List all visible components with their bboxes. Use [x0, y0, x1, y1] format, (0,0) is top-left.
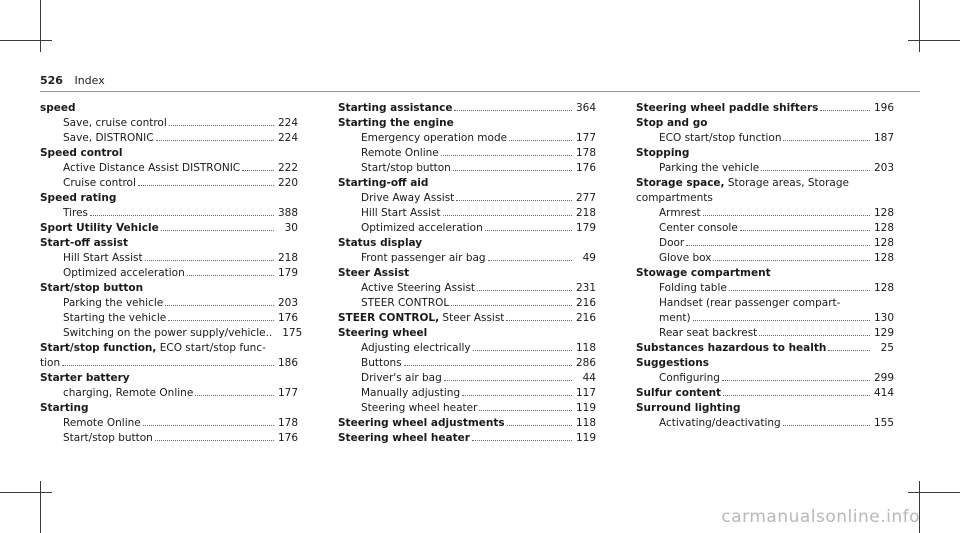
index-heading	[636, 401, 894, 416]
index-entry	[338, 131, 596, 146]
index-heading	[40, 191, 298, 206]
page-reference: 224	[277, 117, 298, 129]
header-rule	[40, 91, 920, 92]
index-entry	[40, 131, 298, 146]
page-reference: 176	[575, 162, 596, 174]
page-reference: 203	[873, 162, 894, 174]
index-entry	[636, 191, 894, 206]
index-term: Stowage compartment	[636, 267, 771, 279]
index-term: Start/stop button	[361, 162, 451, 174]
index-heading	[338, 176, 596, 191]
page-reference: 179	[277, 267, 298, 279]
index-heading	[40, 401, 298, 416]
dot-leader	[729, 290, 870, 291]
index-term: Buttons	[361, 357, 402, 369]
page-reference: 186	[277, 357, 298, 369]
dot-leader	[783, 425, 870, 426]
index-entry	[636, 221, 894, 236]
index-term: Front passenger air bag	[361, 252, 486, 264]
index-entry	[338, 251, 596, 266]
index-term: Steering wheel	[338, 327, 428, 339]
index-entry	[636, 131, 894, 146]
page-reference: 187	[873, 132, 894, 144]
index-entry	[40, 296, 298, 311]
index-term: Substances hazardous to health	[636, 342, 827, 354]
dot-leader	[479, 410, 572, 411]
index-entry	[40, 176, 298, 191]
dot-leader	[156, 140, 274, 141]
index-entry	[40, 356, 298, 371]
index-term: Steering wheel paddle shifters	[636, 102, 819, 114]
dot-leader	[143, 425, 274, 426]
index-entry	[338, 281, 596, 296]
index-entry	[636, 326, 894, 341]
index-term: ECO start/stop function	[659, 132, 782, 144]
dot-leader	[453, 170, 572, 171]
section-title: Index	[74, 74, 105, 87]
page-reference: 155	[873, 417, 894, 429]
page-reference: 277	[575, 192, 596, 204]
index-entry	[636, 206, 894, 221]
page-reference: 25	[880, 342, 894, 354]
index-term: Starting the engine	[338, 117, 454, 129]
index-term: Save, DISTRONIC	[63, 132, 154, 144]
page-reference: 218	[575, 207, 596, 219]
dot-leader	[441, 155, 572, 156]
index-term: Start/stop button	[40, 282, 144, 294]
dot-leader	[145, 260, 274, 261]
index-entry	[338, 161, 596, 176]
dot-leader	[722, 380, 870, 381]
index-term: ment)	[659, 312, 691, 324]
index-term: Drive Away Assist	[361, 192, 455, 204]
dot-leader	[473, 350, 572, 351]
index-cross-reference: Steer Assist	[439, 312, 505, 324]
dot-leader	[462, 395, 572, 396]
page-reference: 203	[277, 297, 298, 309]
index-term: Active Distance Assist DISTRONIC	[63, 162, 241, 174]
index-term: Surround lighting	[636, 402, 741, 414]
index-entry	[338, 296, 596, 311]
dot-leader	[195, 395, 274, 396]
index-heading	[40, 146, 298, 161]
page-reference: 119	[575, 432, 596, 444]
index-term: Adjusting electrically	[361, 342, 471, 354]
index-term: Status display	[338, 237, 423, 249]
dot-leader	[165, 305, 274, 306]
page-reference: 128	[873, 252, 894, 264]
index-entry	[40, 251, 298, 266]
page-reference: 177	[277, 387, 298, 399]
index-heading	[40, 236, 298, 251]
index-term: Optimized acceleration	[361, 222, 483, 234]
dot-leader	[138, 185, 274, 186]
dot-leader	[488, 260, 572, 261]
page-reference: 119	[575, 402, 596, 414]
page-reference: 299	[873, 372, 894, 384]
index-term: Speed control	[40, 147, 123, 159]
dot-leader	[477, 290, 572, 291]
dot-leader	[242, 170, 274, 171]
index-column-3	[636, 101, 894, 431]
dot-leader	[506, 320, 572, 321]
index-term: Hill Start Assist	[63, 252, 143, 264]
index-term: Steering wheel heater	[361, 402, 478, 414]
index-entry	[40, 311, 298, 326]
index-term: compartments	[636, 192, 713, 204]
index-heading	[636, 266, 894, 281]
index-heading	[338, 431, 596, 446]
index-term: Optimized acceleration	[63, 267, 185, 279]
index-cross-reference: ECO start/stop func-	[156, 342, 266, 354]
index-column-1	[40, 101, 303, 446]
dot-leader	[686, 245, 870, 246]
index-term: Glove box	[659, 252, 712, 264]
page-reference: 218	[277, 252, 298, 264]
index-term: Steer Assist	[338, 267, 410, 279]
index-term: Stop and go	[636, 117, 708, 129]
page-reference: 222	[277, 162, 298, 174]
dot-leader	[713, 260, 870, 261]
index-term: Center console	[659, 222, 738, 234]
dot-leader	[169, 125, 274, 126]
index-heading	[40, 341, 298, 356]
crop-mark	[0, 40, 52, 41]
index-term: Remote Online	[63, 417, 141, 429]
index-cross-reference: Storage areas, Storage	[724, 177, 849, 189]
dot-leader	[783, 140, 870, 141]
index-term: Start-off assist	[40, 237, 129, 249]
dot-leader	[703, 215, 870, 216]
page-header	[40, 74, 105, 87]
page-reference: 176	[277, 432, 298, 444]
page-reference: 178	[575, 147, 596, 159]
index-term: Configuring	[659, 372, 720, 384]
index-term: Starting the vehicle	[63, 312, 167, 324]
index-term: Driver's air bag	[361, 372, 442, 384]
index-entry	[636, 281, 894, 296]
page-reference: 224	[277, 132, 298, 144]
index-term: charging, Remote Online	[63, 387, 194, 399]
page-reference: 128	[873, 237, 894, 249]
dot-leader	[740, 230, 870, 231]
index-heading	[40, 221, 298, 236]
index-heading	[338, 236, 596, 251]
index-term: Active Steering Assist	[361, 282, 476, 294]
dot-leader	[507, 425, 572, 426]
index-heading	[40, 371, 298, 386]
page-reference: 129	[873, 327, 894, 339]
page-reference: 117	[575, 387, 596, 399]
index-term: Speed rating	[40, 192, 117, 204]
index-term: Emergency operation mode	[361, 132, 508, 144]
index-term: Activating/deactivating	[659, 417, 781, 429]
page-reference: 216	[575, 297, 596, 309]
index-heading	[338, 116, 596, 131]
index-entry	[338, 356, 596, 371]
page-reference: 44	[582, 372, 596, 384]
index-heading	[40, 101, 298, 116]
dot-leader	[155, 440, 274, 441]
index-term: Sport Utility Vehicle	[40, 222, 159, 234]
index-heading	[636, 116, 894, 131]
index-heading	[40, 281, 298, 296]
index-term: Start/stop function,	[40, 342, 157, 354]
index-heading	[636, 356, 894, 371]
dot-leader	[509, 140, 572, 141]
index-entry	[636, 416, 894, 431]
index-entry	[636, 236, 894, 251]
index-term: Switching on the power supply/vehicle..	[63, 327, 273, 339]
index-term: Steering wheel adjustments	[338, 417, 505, 429]
index-term: Starting	[40, 402, 89, 414]
index-term: Rear seat backrest	[659, 327, 758, 339]
index-term: Cruise control	[63, 177, 136, 189]
crop-mark	[919, 0, 920, 52]
index-entry	[338, 386, 596, 401]
index-term: speed	[40, 102, 76, 114]
index-term: Starting-off aid	[338, 177, 429, 189]
dot-leader	[404, 365, 572, 366]
dot-leader	[168, 320, 274, 321]
index-entry	[338, 341, 596, 356]
index-term: Door	[659, 237, 685, 249]
dot-leader	[485, 230, 572, 231]
page-reference: 388	[277, 207, 298, 219]
index-term: Steering wheel heater	[338, 432, 470, 444]
page-reference: 128	[873, 282, 894, 294]
dot-leader	[456, 200, 572, 201]
index-term: Handset (rear passenger compart-	[659, 297, 841, 309]
index-entry	[636, 371, 894, 386]
index-entry	[40, 206, 298, 221]
page-reference: 414	[873, 387, 894, 399]
dot-leader	[443, 215, 572, 216]
page-reference: 196	[873, 102, 894, 114]
page-reference: 128	[873, 207, 894, 219]
page-reference: 30	[284, 222, 298, 234]
page-reference: 231	[575, 282, 596, 294]
index-term: STEER CONTROL	[361, 297, 450, 309]
index-heading	[338, 101, 596, 116]
index-term: Suggestions	[636, 357, 709, 369]
index-entry	[40, 386, 298, 401]
page-reference: 216	[575, 312, 596, 324]
index-column-2	[338, 101, 596, 446]
dot-leader	[759, 335, 870, 336]
index-entry	[40, 266, 298, 281]
dot-leader	[761, 170, 870, 171]
index-term: Parking the vehicle	[659, 162, 760, 174]
dot-leader	[693, 320, 870, 321]
index-term: Tires	[63, 207, 89, 219]
index-term: Armrest	[659, 207, 701, 219]
index-heading	[636, 341, 894, 356]
page-reference: 178	[277, 417, 298, 429]
page-reference: 364	[575, 102, 596, 114]
index-heading	[636, 146, 894, 161]
page-reference: 118	[575, 417, 596, 429]
index-entry	[338, 371, 596, 386]
dot-leader	[161, 230, 274, 231]
index-entry	[338, 146, 596, 161]
index-entry	[40, 161, 298, 176]
dot-leader	[444, 380, 572, 381]
crop-mark	[908, 40, 960, 41]
index-term: Manually adjusting	[361, 387, 461, 399]
index-term: Remote Online	[361, 147, 439, 159]
index-entry	[636, 251, 894, 266]
index-term: Hill Start Assist	[361, 207, 441, 219]
dot-leader	[62, 365, 274, 366]
crop-mark	[0, 492, 52, 493]
dot-leader	[828, 350, 870, 351]
page-reference: 130	[873, 312, 894, 324]
index-entry	[338, 221, 596, 236]
dot-leader	[451, 305, 572, 306]
index-term: Starting assistance	[338, 102, 453, 114]
page-reference: 175	[282, 327, 303, 339]
page-reference: 176	[277, 312, 298, 324]
index-entry	[338, 191, 596, 206]
page-number: 526	[40, 74, 63, 87]
dot-leader	[90, 215, 274, 216]
watermark: carmanualsonline.info	[721, 507, 920, 527]
page-reference: 286	[575, 357, 596, 369]
index-term: Save, cruise control	[63, 117, 167, 129]
index-term: Start/stop button	[63, 432, 153, 444]
dot-leader	[454, 110, 572, 111]
index-entry	[338, 206, 596, 221]
index-term: Starter battery	[40, 372, 130, 384]
index-entry	[40, 326, 303, 341]
crop-mark	[908, 492, 960, 493]
dot-leader	[820, 110, 870, 111]
page-reference: 49	[582, 252, 596, 264]
index-term: Folding table	[659, 282, 727, 294]
page-reference: 177	[575, 132, 596, 144]
index-heading	[338, 416, 596, 431]
index-heading	[636, 101, 894, 116]
index-heading	[338, 311, 596, 326]
index-heading	[338, 326, 596, 341]
dot-leader	[723, 395, 870, 396]
crop-mark	[40, 0, 41, 52]
dot-leader	[472, 440, 572, 441]
page-reference: 128	[873, 222, 894, 234]
index-term: Parking the vehicle	[63, 297, 164, 309]
index-term: tion	[40, 357, 61, 369]
page-reference: 118	[575, 342, 596, 354]
crop-mark	[40, 481, 41, 533]
index-term: Stopping	[636, 147, 690, 159]
index-entry	[636, 296, 894, 311]
index-entry	[40, 431, 298, 446]
index-entry	[40, 116, 298, 131]
index-heading	[636, 386, 894, 401]
dot-leader	[187, 275, 274, 276]
index-entry	[40, 416, 298, 431]
index-term: Storage space,	[636, 177, 725, 189]
index-term: STEER CONTROL,	[338, 312, 440, 324]
index-heading	[338, 266, 596, 281]
index-term: Sulfur content	[636, 387, 722, 399]
page-reference: 179	[575, 222, 596, 234]
index-entry	[338, 401, 596, 416]
index-heading	[636, 176, 894, 191]
index-entry	[636, 161, 894, 176]
page-reference: 220	[277, 177, 298, 189]
index-entry	[636, 311, 894, 326]
